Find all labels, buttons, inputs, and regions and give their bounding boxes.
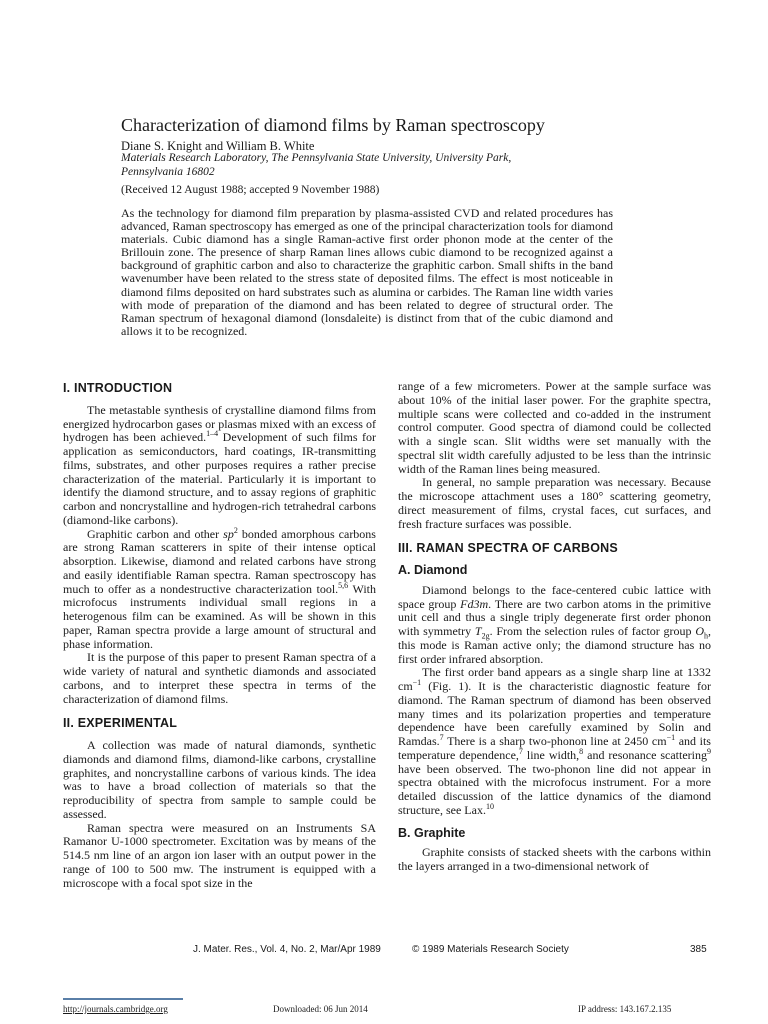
paragraph: The first order band appears as a single sharp line at 1332 $cm^{-1}$ (Fig. 1). It is the characteristic diagnostic feature for diamond. The Raman spectrum of diamond has been observed many times and its polarization properties and temperature dependence have been carefully examined by Solin and Ramdas.$^7$ There is a sharp two-phonon line at 2450 $cm^{-1}$ and its temperature dependence,$^7$ line width,$^8$ and resonance scattering$^9$ have been observed. The two-phonon line did not appear in spectra obtained with the microfocus instrument. For a more detailed discussion of the lattice dynamics of the diamond structure, see Lax.$^{10}$ bbox=[398, 665, 712, 817]
journal-link[interactable]: http://journals.cambridge.org bbox=[63, 1004, 168, 1014]
reference: 7 bbox=[518, 746, 523, 756]
article-title: Characterization of diamond films by Raman spectroscopy bbox=[121, 115, 545, 135]
journal-citation: J. Mater. Res., Vol. 4, No. 2, Mar/Apr 1989 bbox=[193, 944, 381, 955]
subsection-heading-graphite: B. Graphite bbox=[398, 825, 466, 840]
left-column bbox=[63, 380, 376, 890]
page-number: 385 bbox=[690, 944, 707, 955]
section-heading-experimental: II. EXPERIMENTAL bbox=[63, 716, 178, 731]
paragraph: A collection was made of natural diamonds, synthetic diamonds and diamond films, diamond-like carbons, crystalline graphites, and noncrystalline carbons of various kinds. The idea was to have a broad collection of materials so that the reproducibility of spectra from sample to sample could be assessed. bbox=[63, 738, 376, 821]
right-column bbox=[398, 380, 711, 874]
paragraph: The metastable synthesis of crystalline diamond films from energized hydrocarbon gases or plasmas mixed with an excess of hydrogen has been achieved.$^{1-4}$ Development of such films for application as semiconductors, hard coatings, IR-transmitting films, substrates, and other purposes requires a rather precise characterization of the material. Particularly it is important to identify the diamond structure, and to assay regions of graphitic carbon and noncrystalline and hydrogen-rich tetrahedral carbons (diamond-like carbons). bbox=[63, 402, 376, 527]
reference: 8 bbox=[579, 746, 584, 756]
paragraph: In general, no sample preparation was necessary. Because the microscope attachment uses a 180° scattering geometry, direct measurement of films, crystal faces, cut surfaces, and fresh fracture surfaces was possible. bbox=[398, 475, 711, 531]
reference: 1–4 bbox=[206, 429, 219, 439]
received-dates: (Received 12 August 1988; accepted 9 November 1988) bbox=[121, 184, 380, 196]
ip-address: IP address: 143.167.2.135 bbox=[578, 1004, 672, 1014]
paragraph: Graphite consists of stacked sheets with the carbons within the layers arranged in a two-dimensional network of bbox=[398, 845, 711, 873]
reference: 10 bbox=[485, 801, 494, 811]
section-heading-raman-spectra: III. RAMAN SPECTRA OF CARBONS bbox=[398, 541, 618, 556]
download-bar-rule bbox=[63, 998, 183, 1000]
abstract: As the technology for diamond film preparation by plasma-assisted CVD and related procedures has advanced, Raman spectroscopy has emerged as one of the principal characterization tools for diamond materials. Cubic diamond has a single Raman-active first order phonon mode at the center of the Brillouin zone. The presence of sharp Raman lines allows cubic diamond to be recognized against a background of graphitic carbon and also to characterize the graphitic carbon. Small shifts in the band wavenumber have been related to the stress state of deposited films. The effect is most noticeable in diamond films deposited on hard substrates such as alumina or carbides. The Raman line width varies with mode of preparation of the diamond and has been related to degree of structural order. The Raman spectrum of hexagonal diamond (lonsdaleite) is distinct from that of the cubic diamond and allows it to be recognized. bbox=[121, 206, 613, 338]
reference: 5,6 bbox=[338, 580, 349, 590]
download-date: Downloaded: 06 Jun 2014 bbox=[273, 1004, 368, 1014]
reference: 9 bbox=[707, 746, 712, 756]
affiliation: Materials Research Laboratory, The Pennsylvania State University, University Park, Pennsylvania 16802 bbox=[121, 152, 512, 178]
paragraph: It is the purpose of this paper to present Raman spectra of a wide variety of natural and synthetic diamonds and associated carbons, and to interpret these spectra in terms of the characterization of diamond films. bbox=[63, 650, 376, 706]
paragraph: Graphitic carbon and other $sp^2$ bonded amorphous carbons are strong Raman scatterers in spite of their intense optical absorption. Likewise, diamond and related carbons have strong and easily identifiable Raman spectra. Raman spectroscopy has much to offer as a nondestructive characterization tool.$^{5,6}$ With microfocus instruments individual small regions in a heterogenous film can be examined. As will be shown in this paper, Raman spectra provide a large amount of structural and phase information. bbox=[63, 525, 376, 651]
authors: Diane S. Knight and William B. White bbox=[121, 139, 315, 153]
copyright: © 1989 Materials Research Society bbox=[412, 944, 569, 955]
section-heading-introduction: I. INTRODUCTION bbox=[63, 381, 173, 395]
subsection-heading-diamond: A. Diamond bbox=[398, 563, 468, 577]
reference: 7 bbox=[439, 733, 444, 742]
paragraph: Diamond belongs to the face-centered cubic lattice with space group Fd3m. There are two carbon atoms in the primitive unit cell and thus a single triply degenerate first order phonon with symmetry $T_{2g}$. From the selection rules of factor group $O_h$, this mode is Raman active only; the diamond structure has no first order infrared absorption. bbox=[398, 582, 711, 666]
paragraph: Raman spectra were measured on an Instruments SA Ramanor U-1000 spectrometer. Excitation was by means of the 514.5 nm line of an argon ion laser with an output power in the range of 100 to 500 mw. The instrument is equipped with a microscope with a focal spot size in the bbox=[63, 820, 376, 890]
paragraph: range of a few micrometers. Power at the sample surface was about 10% of the initial laser power. For the graphite spectra, multiple scans were collected and co-added in the instrument control computer. Good spectra of diamond could be collected with a single scan. Slit widths were set manually with the spectral slit width carefully adjusted to be less than the intrinsic width of the Raman lines being measured. bbox=[398, 379, 711, 476]
